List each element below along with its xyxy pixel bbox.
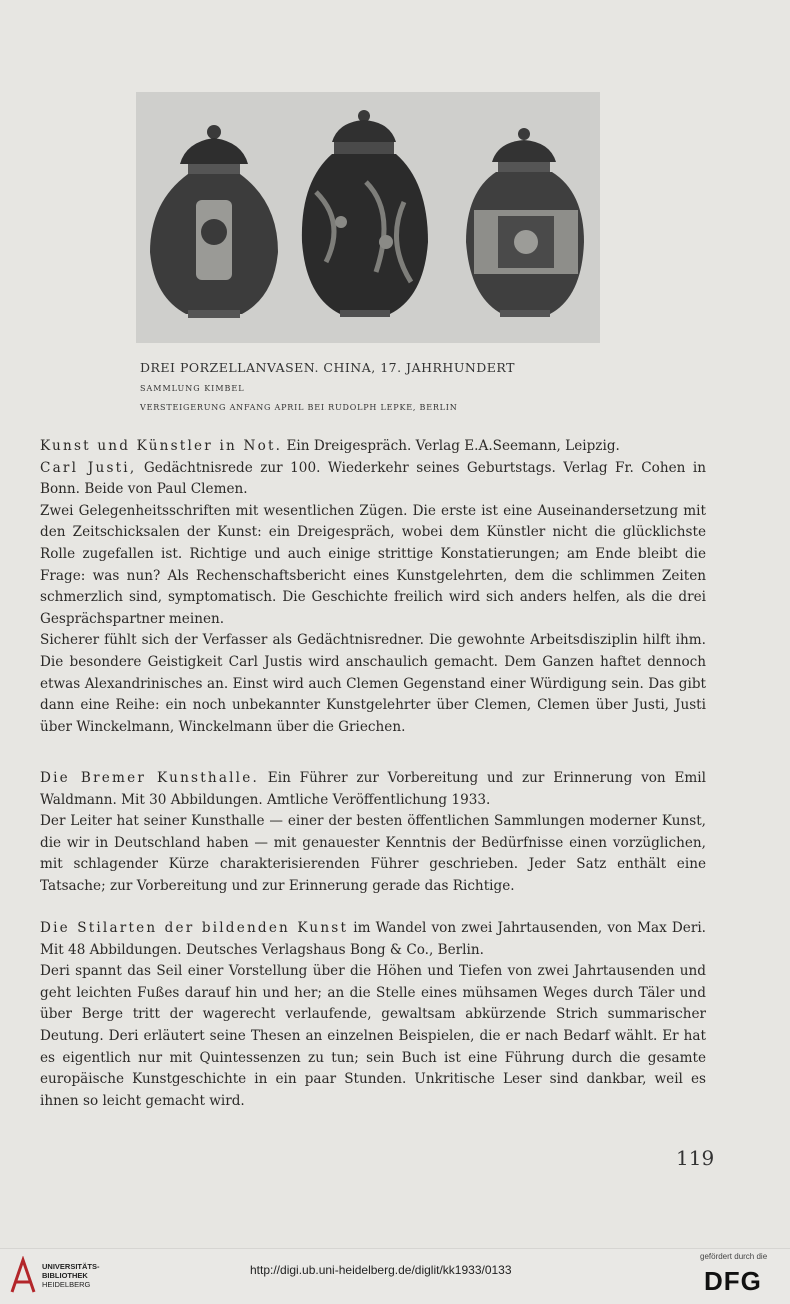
review-paragraph: Sicherer fühlt sich der Verfasser als Gedächtnisredner. Die gewohnte Arbeitsdisziplin hilft ihm. Die besondere Geistigkeit Carl Justis wird anschaulich gemacht. Dem Ganzen haftet dennoch etwas Alexandrinisches an. Einst wird auch Clemen Gegenstand einer Würdigung sein. Das gibt dann eine Reihe: ein noch unbekannter Kunstgelehrter über Clemen, Clemen über Justi, Justi über Winckelmann, Winckelmann über die Griechen. [40, 632, 706, 735]
funding-label: gefördert durch die [700, 1252, 768, 1261]
figure-collection: SAMMLUNG KIMBEL [140, 384, 245, 393]
vases-image [136, 92, 600, 343]
book-title: Die Bremer Kunsthalle. [40, 770, 259, 786]
review-heading [40, 918, 706, 961]
review-heading [40, 436, 706, 501]
page-number: 119 [676, 1146, 715, 1170]
figure-caption: DREI PORZELLANVASEN. CHINA, 17. JAHRHUNDERT [140, 360, 515, 375]
book-title: Carl Justi, [40, 459, 137, 476]
review-paragraph: Zwei Gelegenheitsschriften mit wesentlichen Zügen. Die erste ist eine Auseinandersetzung mit den Zeitschicksalen der Kunst: ein Dreigespräch, wobei dem Künstler nicht die glücklichste Rolle zugefallen ist. Richtige und auch einige strittige Konstatierungen; am Ende bleibt die Frage: was nun? Als Rechenschaftsbericht eines Kunstgelehrten, dem die schlimmen Zeiten schmerzlich sind, symptomatisch. Die Geschichte freilich wird sich anders helfen, als die drei Gesprächspartner meinen. [40, 502, 706, 627]
library-logo-icon[interactable] [10, 1256, 36, 1296]
figure-auction: VERSTEIGERUNG ANFANG APRIL BEI RUDOLPH LEPKE, BERLIN [140, 403, 458, 412]
vases-photograph [136, 92, 600, 343]
book-title: Die Stilarten der bildenden Kunst [40, 920, 349, 936]
review-stilarten [40, 918, 706, 1112]
library-name-line: HEIDELBERG [42, 1280, 91, 1289]
review-paragraph: Der Leiter hat seiner Kunsthalle — einer der besten öffentlichen Sammlungen moderner Kunst, die wir in Deutschland haben — mit genauester Kenntnis der Bedürfnisse einen vorzüglichen, mit schlagender Kürze charakterisierenden Führer geschrieben. Jeder Satz enthält eine Tatsache; zur Vorbereitung und zur Erinnerung gerade das Richtige. [40, 813, 706, 894]
review-kunst-und-kuenstler [40, 436, 706, 738]
permalink-url[interactable]: http://digi.ub.uni-heidelberg.de/diglit/kk1933/0133 [250, 1263, 512, 1277]
library-name[interactable] [42, 1262, 100, 1289]
book-details: Ein Führer zur Vorbereitung und zur Erinnerung von Emil Waldmann. Mit 30 Abbildungen. Amtliche Veröffentlichung 1933. [40, 770, 706, 808]
review-heading [40, 768, 706, 811]
review-paragraph: Deri spannt das Seil einer Vorstellung über die Höhen und Tiefen von zwei Jahrtausenden und geht leichten Fußes darauf hin und her; an die Stelle eines mühsamen Weges durch Täler und über Berge tritt der wagerecht verlaufende, gewaltsam abkürzende Strich summarischer Deutung. Deri erläutert seine Thesen an einzelnen Beispielen, die er nach Bedarf wählt. Er hat es eigentlich nur mit Quintessenzen zu tun; sein Buch ist eine Führung durch die gesamte europäische Kunstgeschichte in ein paar Stunden. Unkritische Leser sind dankbar, weil es ihnen so leicht gemacht wird. [40, 963, 706, 1109]
library-name-line: BIBLIOTHEK [42, 1271, 88, 1280]
book-details: Gedächtnisrede zur 100. Wiederkehr seines Geburtstags. Verlag Fr. Cohen in Bonn. Beide von Paul Clemen. [40, 459, 707, 498]
library-name-line: UNIVERSITÄTS- [42, 1262, 100, 1271]
book-details: Ein Dreigespräch. Verlag E.A.Seemann, Leipzig. [282, 438, 620, 454]
book-details: im Wandel von zwei Jahrtausenden, von Max Deri. Mit 48 Abbildungen. Deutsches Verlagshaus Bong & Co., Berlin. [40, 920, 706, 958]
review-bremer-kunsthalle [40, 768, 706, 898]
book-title: Kunst und Künstler in Not. [40, 438, 283, 454]
dfg-logo[interactable]: DFG [704, 1266, 762, 1296]
